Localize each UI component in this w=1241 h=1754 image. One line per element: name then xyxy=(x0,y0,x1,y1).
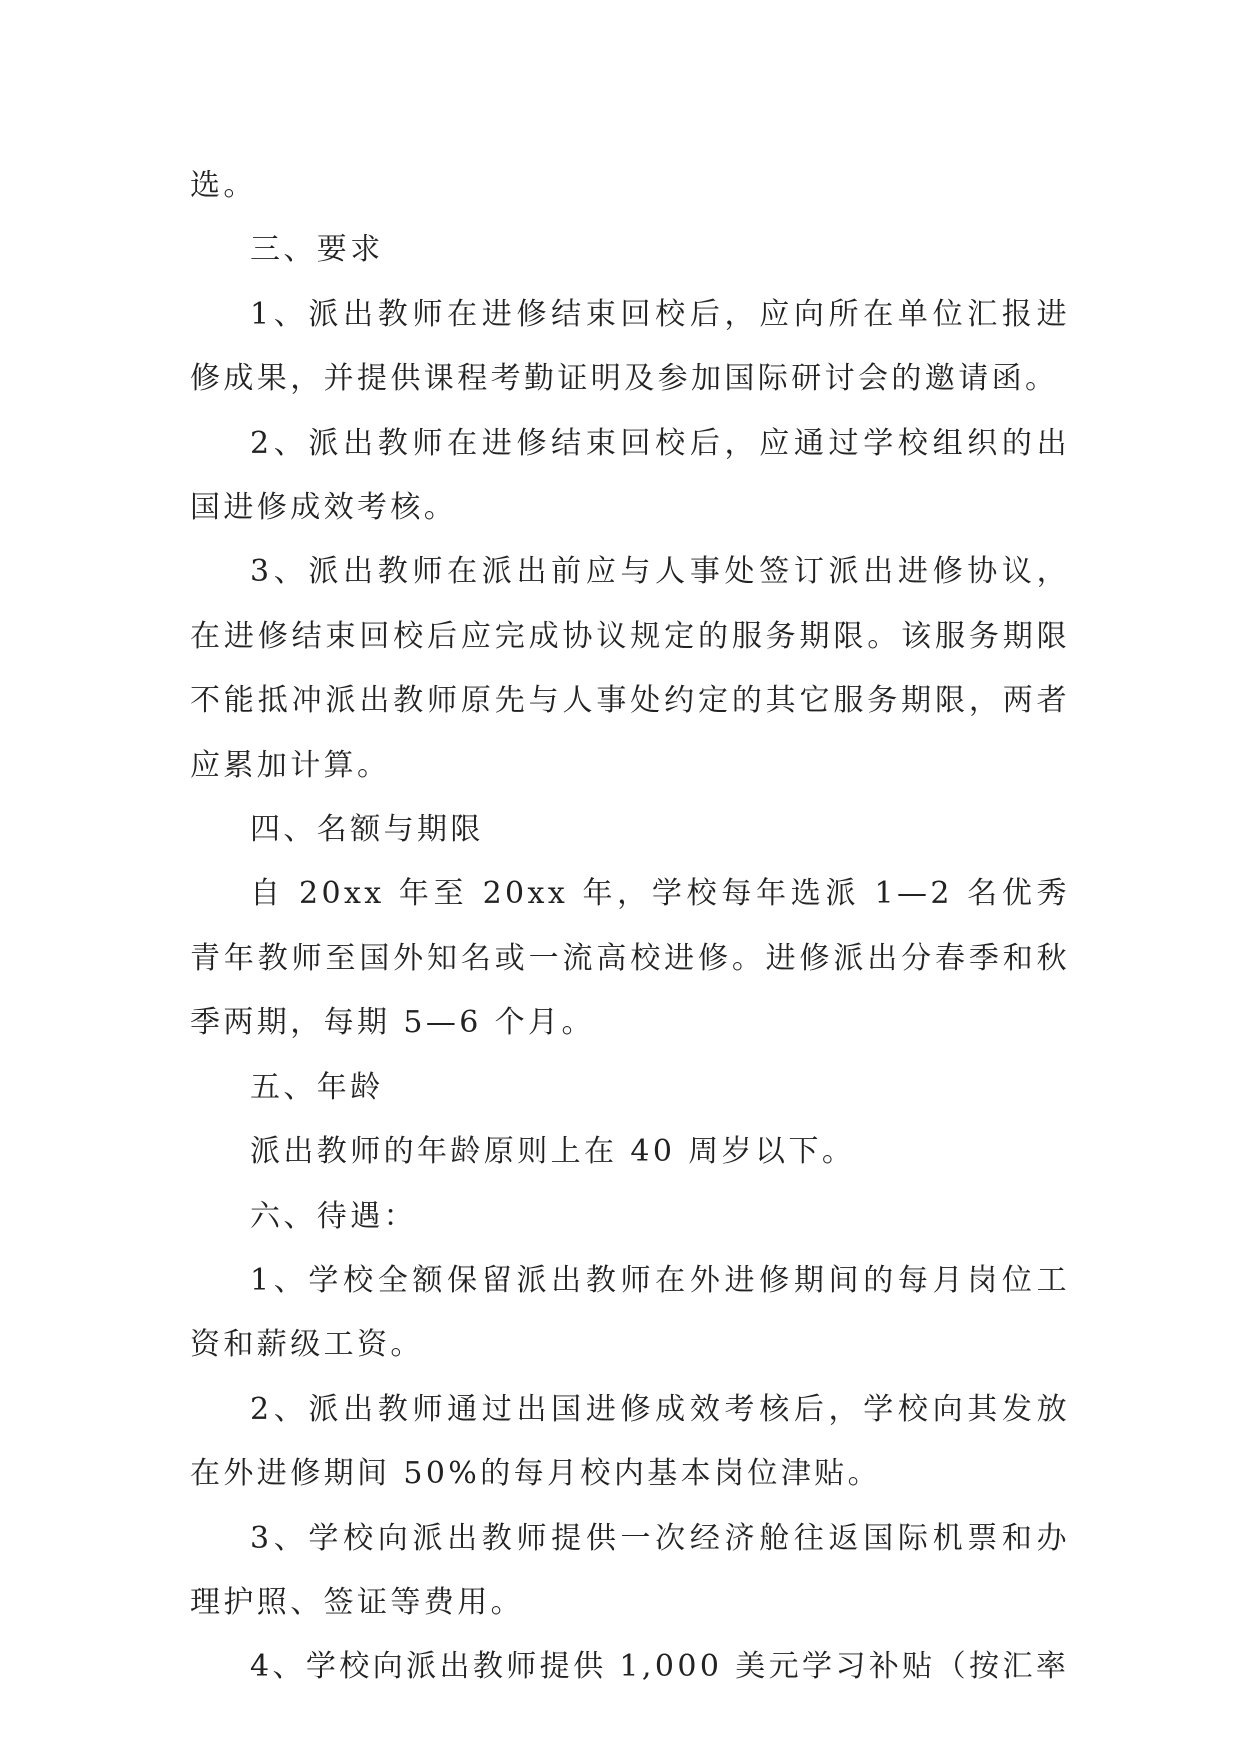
age-paragraph: 派出教师的年龄原则上在 40 周岁以下。 xyxy=(250,1134,856,1170)
section-heading-benefits: 六、待遇： xyxy=(250,1198,417,1234)
requirement-item-1: 1、派出教师在进修结束回校后，应向所在单位汇报进修成果，并提供课程考勤证明及参加国际研讨会的邀请函。 xyxy=(190,296,1070,397)
benefit-item-3: 3、学校向派出教师提供一次经济舱往返国际机票和办理护照、签证等费用。 xyxy=(190,1520,1070,1620)
benefit-item-4: 4、学校向派出教师提供 1,000 美元学习补贴（按汇率 xyxy=(250,1649,1070,1685)
section-heading-requirements: 三、要求 xyxy=(250,232,384,268)
requirement-item-2: 2、派出教师在进修结束回校后，应通过学校组织的出国进修成效考核。 xyxy=(190,425,1070,526)
section-heading-quota: 四、名额与期限 xyxy=(250,812,484,848)
quota-paragraph: 自 20xx 年至 20xx 年，学校每年选派 1—2 名优秀青年教师至国外知名或一流高校进修。进修派出分春季和秋季两期，每期 5—6 个月。 xyxy=(190,876,1070,1041)
benefit-item-2: 2、派出教师通过出国进修成效考核后，学校向其发放在外进修期间 50%的每月校内基本岗位津贴。 xyxy=(190,1391,1070,1492)
paragraph-continuation: 选。 xyxy=(190,168,257,203)
document-body xyxy=(190,154,1070,1700)
benefit-item-1: 1、学校全额保留派出教师在外进修期间的每月岗位工资和薪级工资。 xyxy=(190,1262,1070,1363)
section-heading-age: 五、年龄 xyxy=(250,1069,384,1105)
requirement-item-3: 3、派出教师在派出前应与人事处签订派出进修协议，在进修结束回校后应完成协议规定的服务期限。该服务期限不能抵冲派出教师原先与人事处约定的其它服务期限，两者应累加计算。 xyxy=(190,554,1070,783)
